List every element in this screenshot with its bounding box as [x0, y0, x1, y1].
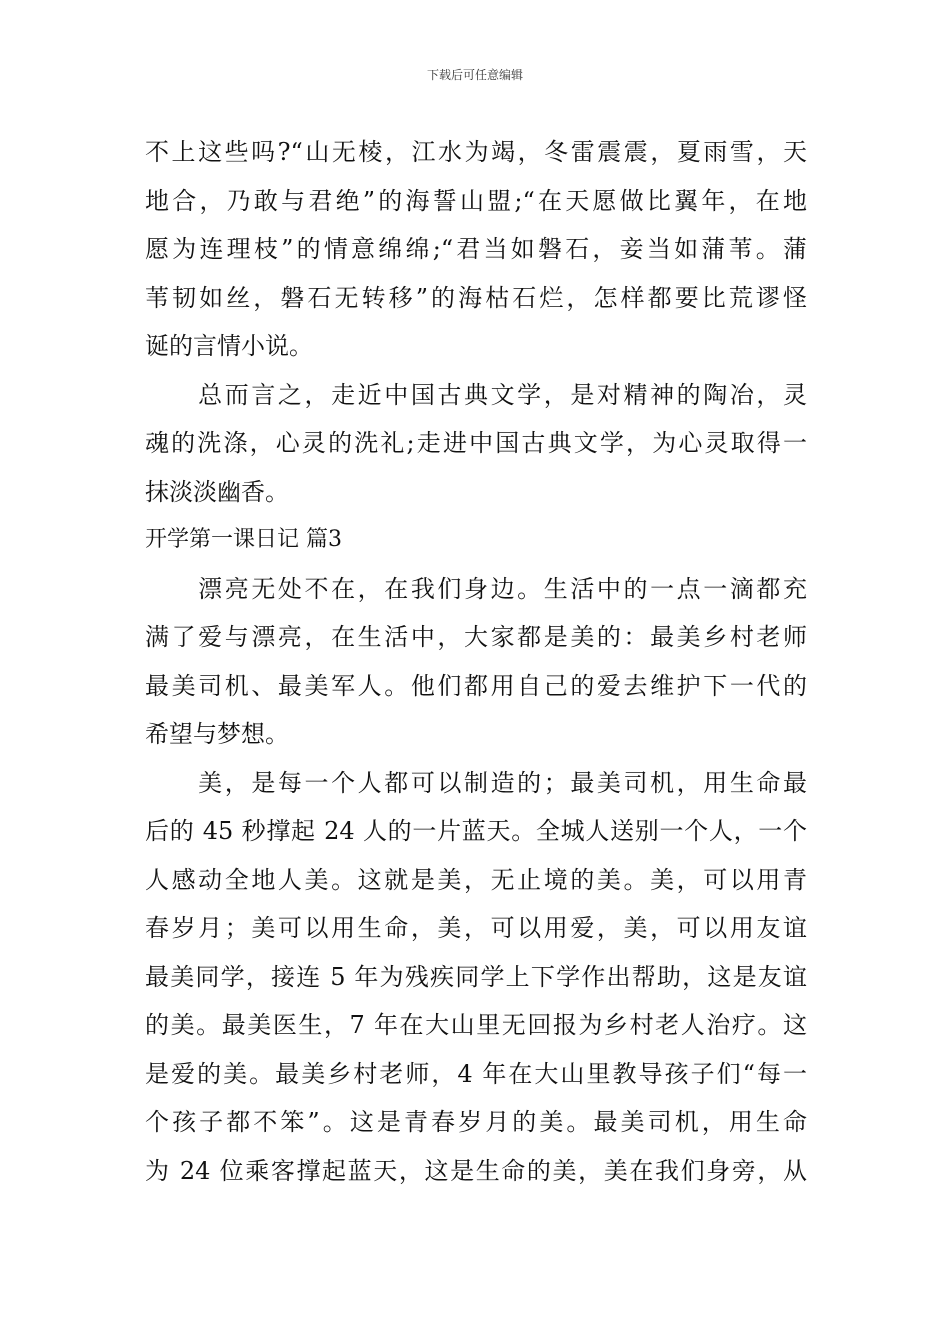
text-line: 最美司机、最美军人。他们都用自己的爱去维护下一代的: [145, 671, 807, 700]
text-line: 诞的言情小说。: [145, 332, 313, 360]
text-line: 后的 45 秒撑起 24 人的一片蓝天。全城人送别一个人，一个: [145, 817, 807, 845]
section-heading: 开学第一课日记 篇3: [145, 527, 342, 552]
text-line: 抹淡淡幽香。: [145, 477, 289, 506]
text-line: 春岁月；美可以用生命，美，可以用爱，美，可以用友谊: [145, 914, 807, 942]
text-line: 希望与梦想。: [145, 720, 289, 748]
page-header: 下载后可任意编辑: [426, 68, 523, 82]
text-line: 个孩子都不笨”。这是青春岁月的美。最美司机，用生命: [145, 1108, 807, 1136]
text-line: 为 24 位乘客撑起蓝天，这是生命的美，美在我们身旁，从: [145, 1156, 807, 1185]
text-line: 魂的洗涤，心灵的洗礼;走进中国古典文学，为心灵取得一: [145, 429, 807, 457]
text-line: 的美。最美医生，7 年在大山里无回报为乡村老人治疗。这: [145, 1011, 807, 1039]
text-line: 愿为连理枝”的情意绵绵;“君当如磐石，妾当如蒲苇。蒲: [145, 235, 807, 263]
text-line: 是爱的美。最美乡村老师，4 年在大山里教导孩子们“每一: [145, 1059, 807, 1088]
text-line: 苇韧如丝，磐石无转移”的海枯石烂，怎样都要比荒谬怪: [145, 283, 807, 312]
text-line: 总而言之，走近中国古典文学，是对精神的陶冶，灵: [145, 380, 807, 409]
text-line: 满了爱与漂亮，在生活中，大家都是美的：最美乡村老师: [145, 623, 807, 651]
text-line: 最美同学，接连 5 年为残疾同学上下学作出帮助，这是友谊: [145, 962, 807, 991]
text-line: 美，是每一个人都可以制造的；最美司机，用生命最: [145, 768, 807, 797]
text-line: 漂亮无处不在，在我们身边。生活中的一点一滴都充: [145, 574, 807, 603]
document-body: [145, 128, 807, 1195]
text-line: 人感动全地人美。这就是美，无止境的美。美，可以用青: [145, 865, 807, 894]
text-line: 地合，乃敢与君绝”的海誓山盟;“在天愿做比翼年，在地: [145, 186, 807, 215]
text-line: 不上这些吗?“山无棱，江水为竭，冬雷震震，夏雨雪，天: [145, 138, 807, 166]
